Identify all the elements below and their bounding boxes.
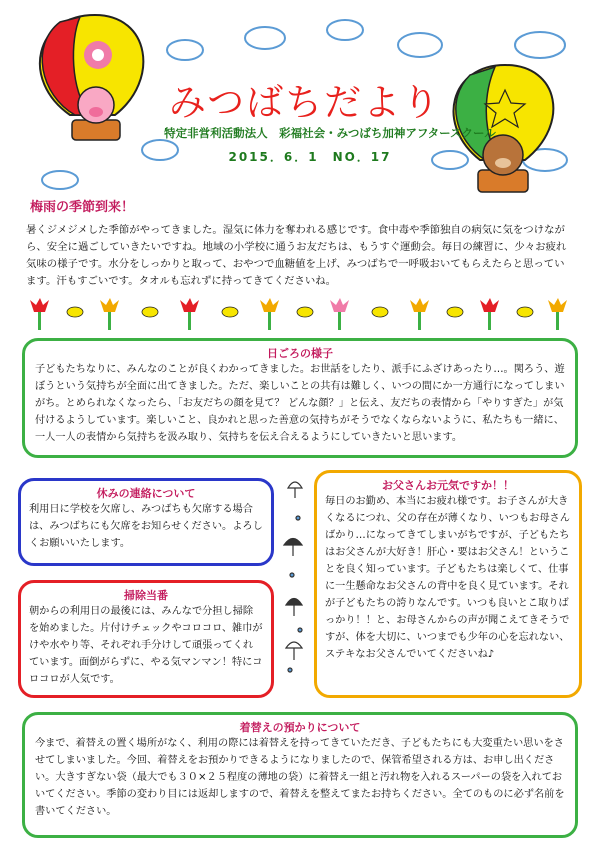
- newsletter-title: みつばちだより: [168, 81, 442, 124]
- father-section: [314, 470, 582, 698]
- issue-date: 2015．6．1 NO．17: [228, 150, 392, 164]
- father-heading: お父さんお元気ですか！！: [382, 479, 514, 492]
- clothes-heading: 着替えの預かりについて: [239, 721, 361, 734]
- clothes-body: 今まで、着替えの置く場所がなく、利用の際には着替えを持ってきていただき、子どもたちにも大変重たい思いをさせてしまいました。今回、着替えをお預かりできるようになりましたので、保管希望される方は、お申し出ください。大きすぎない袋（最大でも３０×２５程度の薄地の袋）に着替え一組と汚れ物を入れるスーパーの袋を入れておいてください。季節の変わり目には返却しますので、着替えを整えてまたお持ちください。全てのものに必ず名前を書いてください。: [35, 738, 565, 817]
- father-body: 毎日のお勤め、本当にお疲れ様です。お子さんが大きくなるにつれ、父の存在が薄くなり、いつもお母さんばかり…になってきてしまいがちですが、子どもたちはお父さんが大好き！肝心・要はお父さん！ということを良く知っています。子どもたちは楽しくて、仕事に一生懸命なお父さんの背中を良く見ています。それが子どもたちの誇りなんです。いつも良いとこ取りばっかり！！と、お母さんからの声が聞こえてきそうですが、体を大切に、いつまでも少年の心を忘れない、ステキなお父さんでいてくださいね♪: [325, 496, 570, 660]
- absence-heading: 休みの連絡について: [96, 487, 196, 500]
- absence-section: [18, 478, 274, 566]
- clothes-section: [22, 712, 578, 838]
- balloon-pig-icon: [40, 15, 143, 140]
- cleaning-section: [18, 580, 274, 698]
- cleaning-body: 朝からの利用日の最後には、みんなで分担し掃除を始めました。片付けチェックやコロコロ、雑巾がけや水やり等、それぞれ手分けして頑張ってくれています。面倒がらずに、やる気マンマン！特にコロコロが人気です。: [29, 606, 263, 685]
- absence-body: 利用日に学校を欠席し、みつばちも欠席する場合は、みつばちにも欠席をお知らせください。よろしくお願いいたします。: [29, 504, 263, 549]
- organization-name: 特定非営利活動法人 彩福社会・みつばち加神アフタースクール: [164, 126, 496, 140]
- daily-body: 子どもたちなりに、みんなのことが良くわかってきました。お世話をしたり、派手にふざけあったり…。関ろう、遊ぼうという気持ちが全面に出てきました。ただ、楽しいことの共有は難しく、いつの間にか一方通行になってしまいがち。とめられなくなったら、「お友だちの顔を見て？ どんな顔？」と伝え、友だちの表情から「やりすぎた」が気付けるようしています。楽しいこと、良かれと思った善意の気持ちがそうでなくならないように、私たちも一緒に、一人一人の表情から気持ちを汲み取り、気持ちを伝え合えるようにしていきたいと思います。: [35, 364, 565, 443]
- daily-heading: 日ごろの様子: [267, 347, 333, 360]
- umbrella-decoration: [284, 482, 302, 672]
- intro-body: 暑くジメジメした季節がやってきました。湿気に体力を奪われる感じです。食中毒や季節独自の病気に気をつけながら、安全に過ごしていきたいですね。地域の小学校に通うお友だちは、もうすぐ運動会。毎日の練習に、少々お疲れ気味の様子です。水分をしっかりと取って、おやつで血糖値を上げ、みつばちで一呼吸おいてもらえたらと思っています。汗もすごいです。タオルも忘れずに持ってきてくださいね。: [26, 224, 567, 287]
- daily-section: [22, 338, 578, 458]
- intro-heading: 梅雨の季節到来！: [30, 200, 135, 215]
- tulip-row-decoration: [30, 298, 567, 330]
- cleaning-heading: 掃除当番: [124, 589, 168, 602]
